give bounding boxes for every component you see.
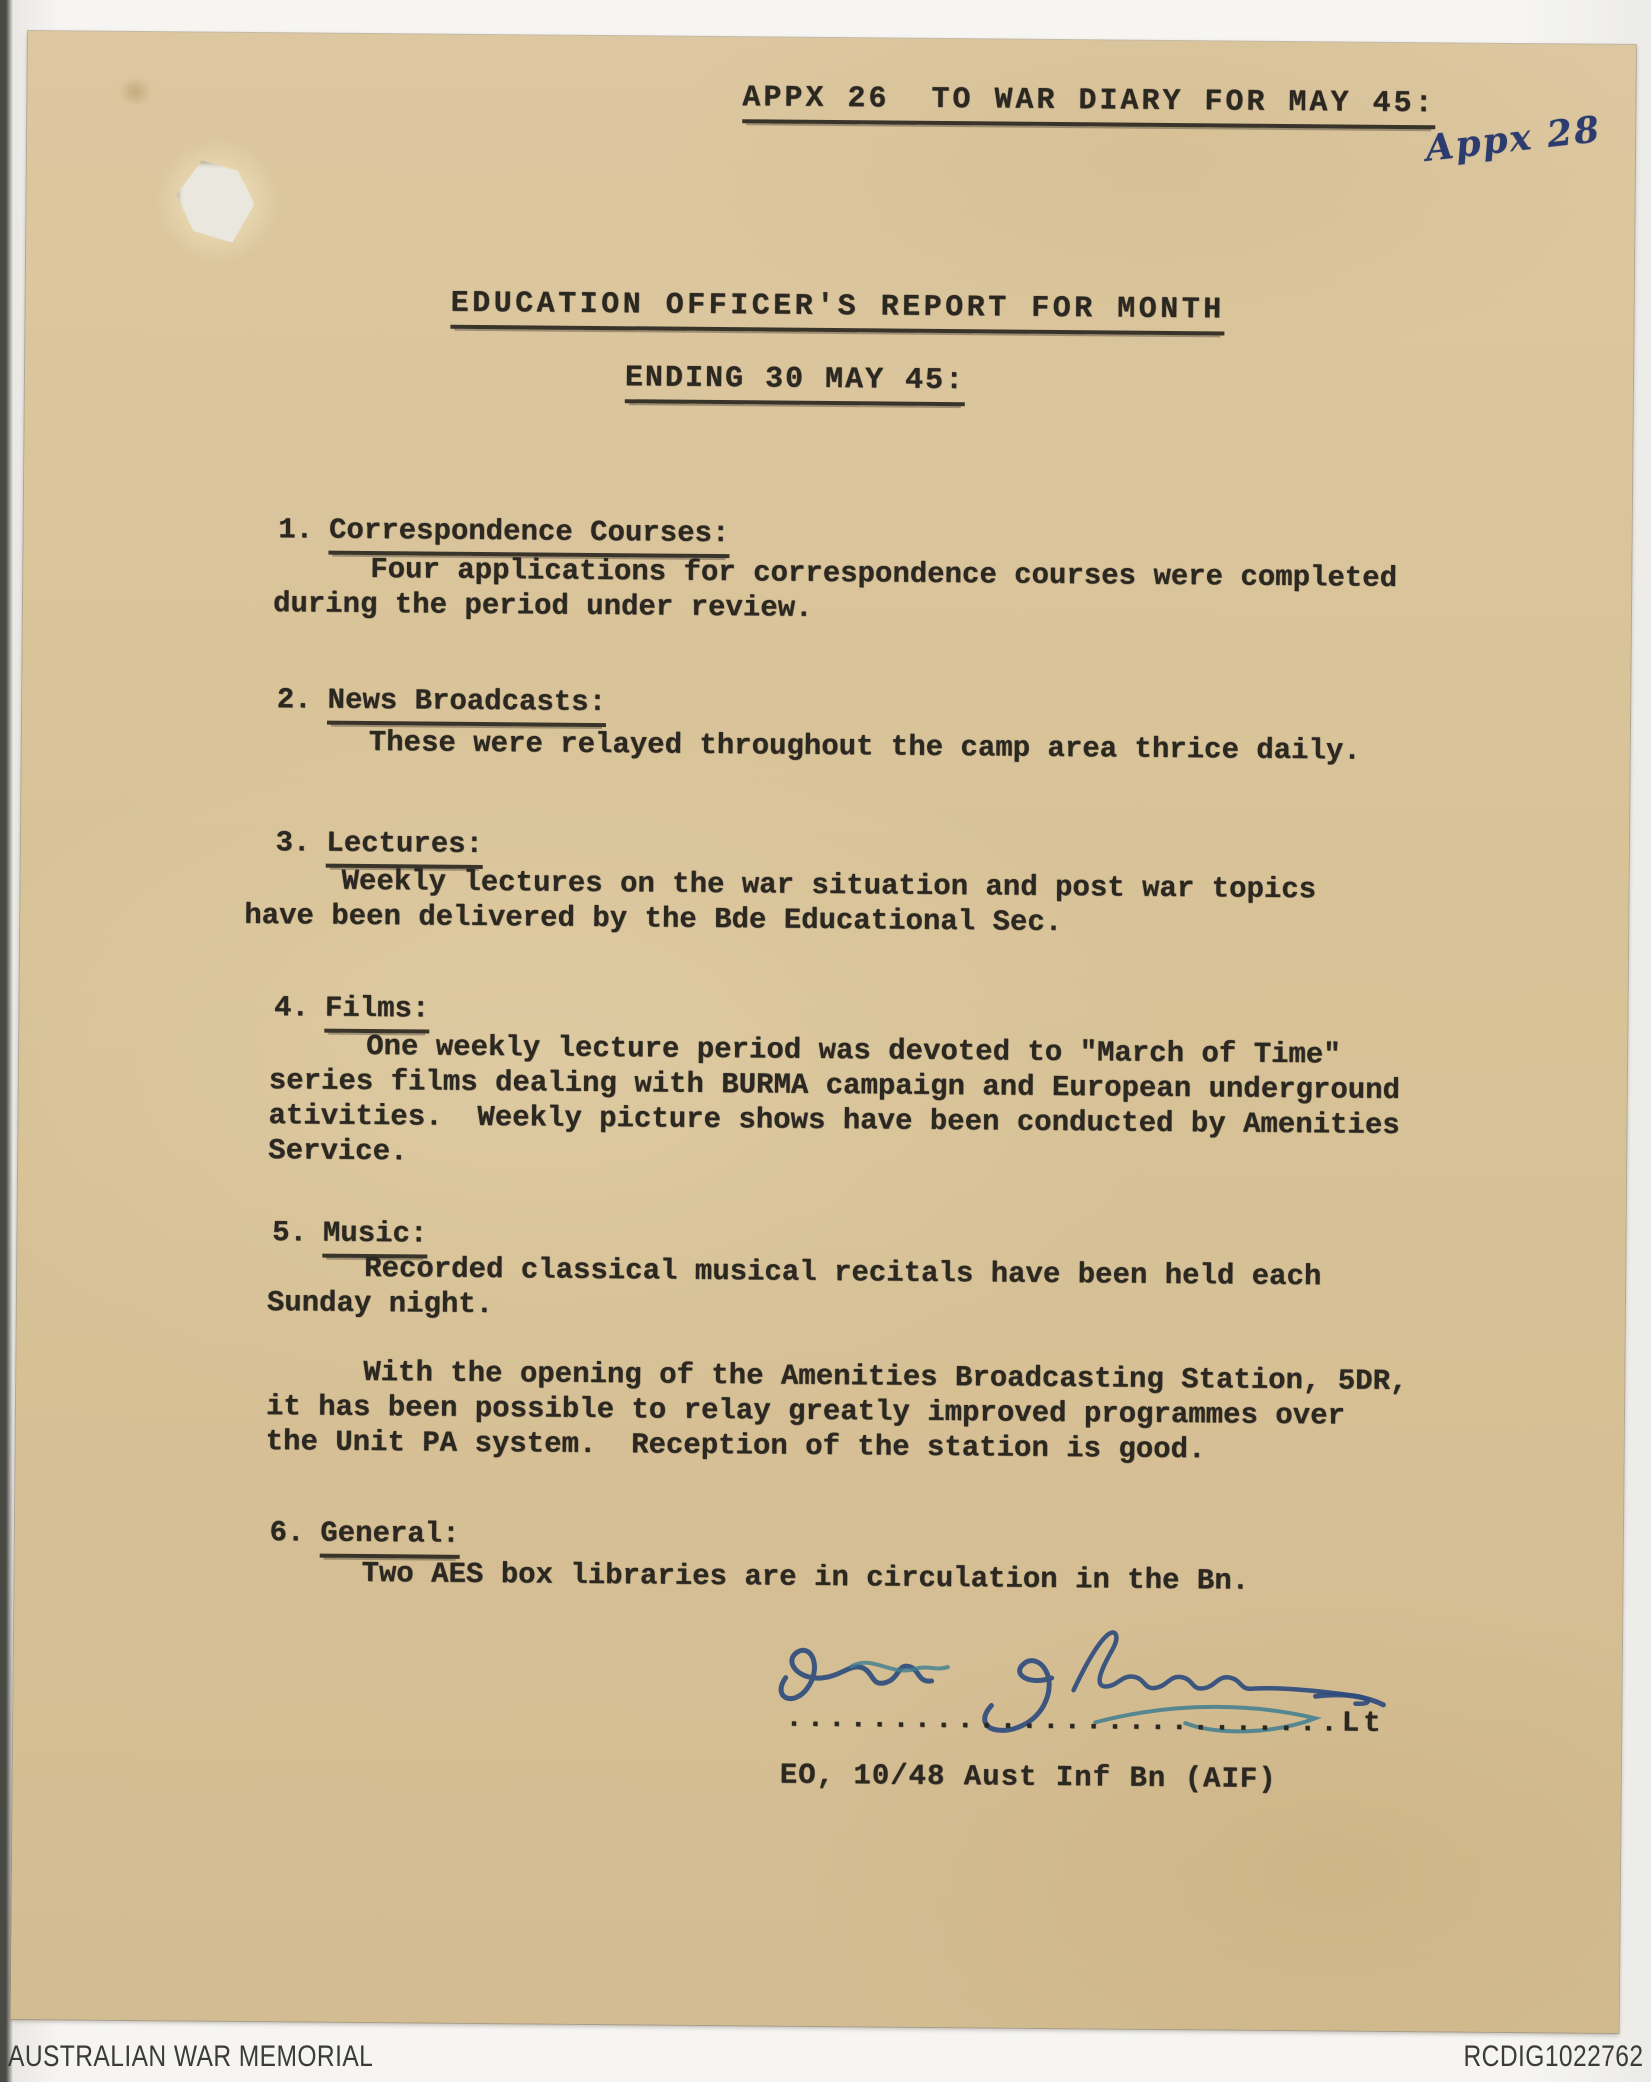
section-heading: Music: (323, 1217, 428, 1259)
text-line: Weekly lectures on the war situation and post war topics (341, 864, 1317, 907)
text-line: Four applications for correspondence courses were completed (370, 553, 1398, 595)
text-line: One weekly lecture period was devoted to "March of Time" (366, 1029, 1341, 1072)
text-line: ativities. Weekly picture shows have been conducted by Amenities (268, 1099, 1400, 1143)
text-line: Two AES box libraries are in circulation in the Bn. (361, 1556, 1250, 1598)
signature-ink (755, 1591, 1416, 1767)
report-title-line1: EDUCATION OFFICER'S REPORT FOR MONTH (450, 287, 1224, 336)
handwritten-annotation: Appx 28 (1423, 108, 1604, 170)
signature-dotted-line: ..........................Lt (785, 1701, 1385, 1740)
paragraph (267, 1250, 1322, 1329)
section-number: 6. (269, 1516, 305, 1550)
text-line: These were relayed throughout the camp area thrice daily. (368, 726, 1361, 768)
section-heading: News Broadcasts: (327, 684, 606, 727)
paragraph (272, 724, 1361, 769)
appendix-header: APPX 26 TO WAR DIARY FOR MAY 45: (742, 81, 1435, 129)
text-line: Sunday night. (266, 1286, 494, 1322)
text-line: it has been possible to relay greatly improved programmes over (265, 1390, 1346, 1433)
section-number: 3. (275, 826, 311, 860)
section-heading: General: (320, 1517, 460, 1559)
text-line: Service. (268, 1134, 408, 1169)
section-number: 4. (273, 991, 310, 1025)
section-heading: Lectures: (326, 827, 483, 869)
text-line: during the period under review. (272, 587, 813, 625)
section-heading: Films: (325, 992, 430, 1034)
archive-id-label: RCDIG1022762 (1463, 2040, 1643, 2073)
signatory-title: EO, 10/48 Aust Inf Bn (AIF) (779, 1758, 1277, 1796)
paragraph (268, 1028, 1400, 1178)
paper-crease (115, 80, 155, 104)
section-number: 5. (272, 1216, 308, 1250)
section-number: 2. (276, 683, 312, 717)
section-number: 1. (278, 513, 314, 547)
text-line: have been delivered by the Bde Educational Sec. (244, 898, 1063, 940)
archive-name-label: AUSTRALIAN WAR MEMORIAL (8, 2040, 374, 2073)
paragraph (273, 551, 1397, 631)
text-line: series films dealing with BURMA campaign and European underground (268, 1064, 1401, 1108)
paragraph (244, 863, 1316, 942)
section-heading: Correspondence Courses: (329, 514, 730, 558)
text-line: With the opening of the Amenities Broadcasting Station, 5DR, (363, 1355, 1408, 1399)
text-line: Recorded classical musical recitals have been held each (364, 1251, 1322, 1294)
report-title-line2: ENDING 30 MAY 45: (625, 361, 965, 406)
text-line: the Unit PA system. Reception of the station is good. (265, 1425, 1206, 1467)
scanned-document-page (11, 31, 1636, 2033)
paragraph (264, 1555, 1249, 1599)
paragraph (266, 1354, 1408, 1469)
